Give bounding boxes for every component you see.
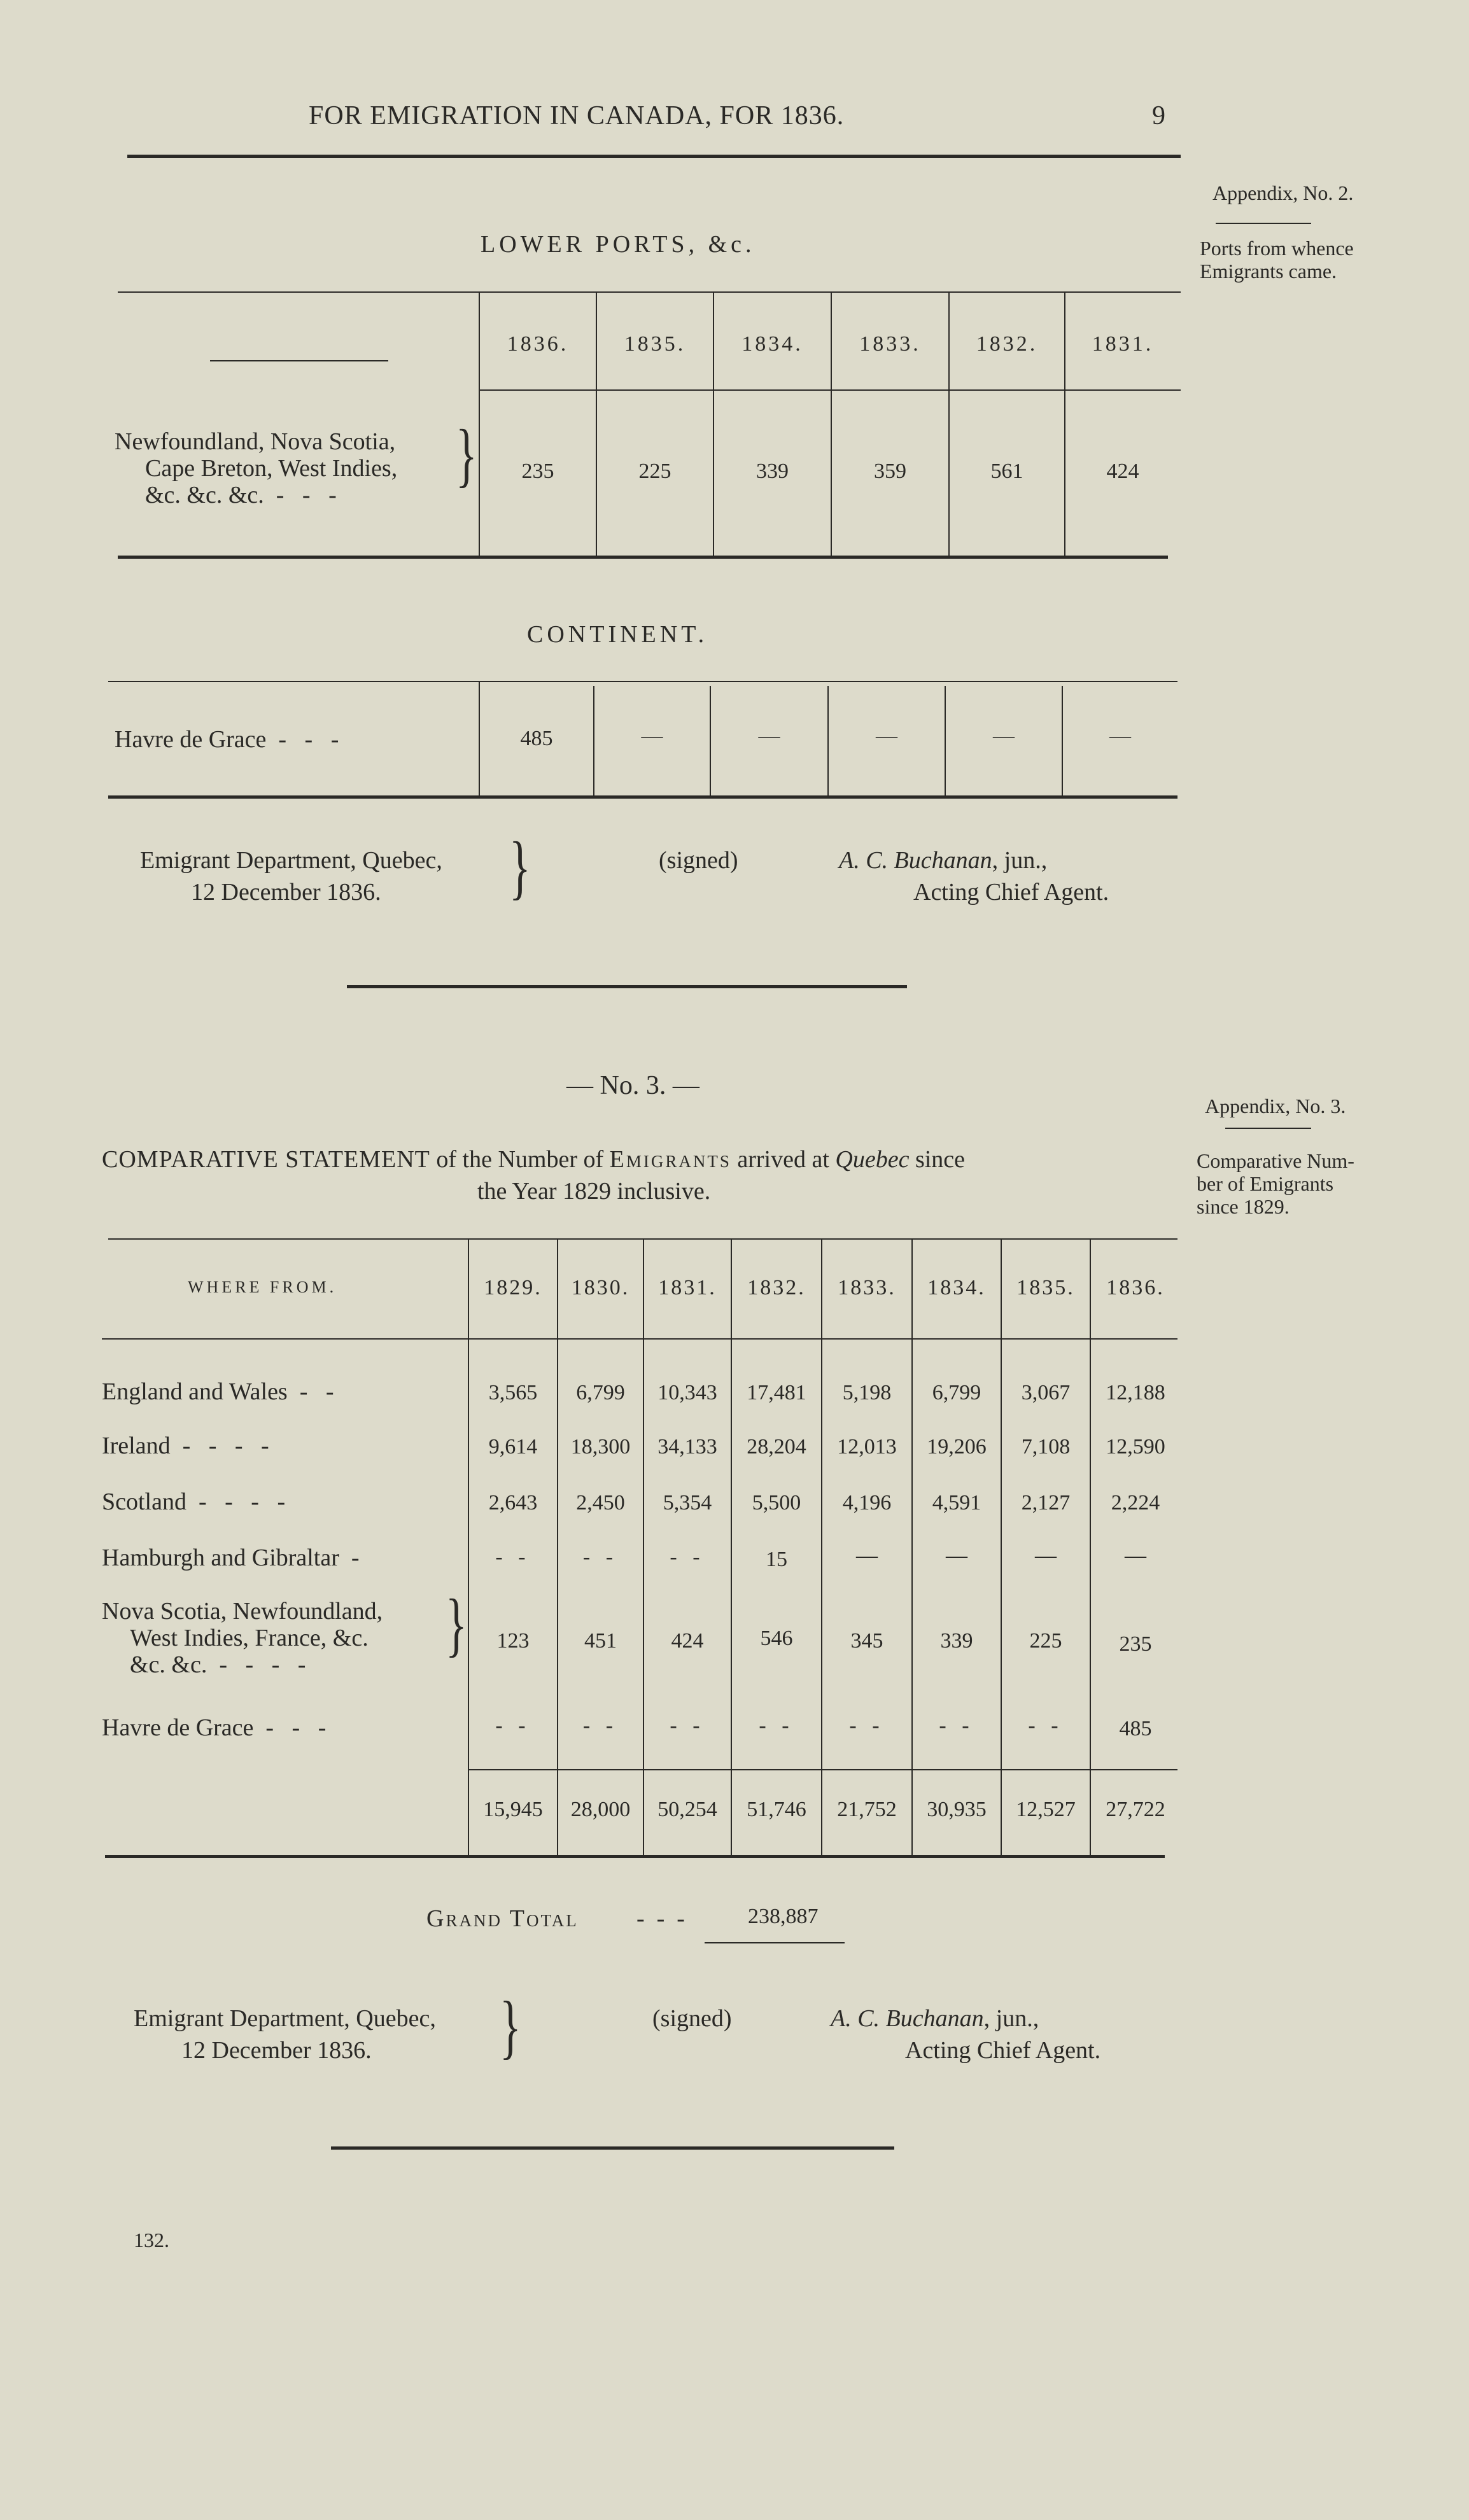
table2-value: 546	[760, 1627, 793, 1650]
table2-year-header: 1835.	[1016, 1276, 1075, 1299]
signature2-name-line	[831, 2005, 1039, 2033]
table2-value: 235	[1119, 1632, 1152, 1656]
table2-value: 6,799	[932, 1381, 981, 1404]
signature1-suffix: , jun.,	[992, 847, 1048, 874]
table2-value: 12,013	[837, 1435, 897, 1459]
table1-year-header: 1832.	[976, 332, 1038, 356]
brace-icon: }	[446, 1586, 467, 1665]
section-divider	[347, 985, 907, 988]
table2-value: - -	[670, 1545, 705, 1569]
table2-value: - -	[582, 1714, 619, 1737]
statement-prefix: COMPARATIVE STATEMENT	[102, 1146, 430, 1173]
table2-value: —	[946, 1544, 967, 1567]
table2-value: 15	[766, 1548, 787, 1571]
table2-value: 5,198	[842, 1381, 892, 1404]
brace-icon: }	[500, 1988, 521, 2067]
signature1-name-line	[839, 846, 1047, 874]
table2-value: 5,354	[663, 1491, 712, 1515]
table1-year-header: 1834.	[742, 332, 803, 356]
table1-header-rule	[479, 389, 1181, 391]
table2-value: - -	[670, 1714, 705, 1737]
continent-value: —	[758, 724, 780, 748]
grand-total-rule	[705, 1942, 845, 1943]
table2-value: - -	[849, 1714, 885, 1737]
signature1-name: A. C. Buchanan	[839, 847, 992, 874]
table2-value: —	[1035, 1544, 1057, 1567]
statement-mid3: since	[909, 1146, 966, 1173]
brace-icon: }	[509, 829, 531, 907]
table1-row-label: Newfoundland, Nova Scotia,	[115, 428, 396, 455]
table2-value: 424	[671, 1629, 704, 1653]
continent-title: CONTINENT.	[527, 621, 708, 648]
statement-quebec: Quebec	[835, 1146, 910, 1173]
table2-value: 485	[1119, 1717, 1152, 1740]
table2-row-label: Havre de Grace - - -	[102, 1714, 327, 1741]
table1-value: 424	[1106, 459, 1139, 483]
table2-value: 4,196	[842, 1491, 892, 1515]
continent-value: 485	[520, 727, 553, 750]
signature2-dept: Emigrant Department, Quebec,	[134, 2005, 436, 2032]
table1-value: 235	[521, 459, 554, 483]
table2-year-header: 1829.	[484, 1276, 542, 1299]
table2-value: 12,188	[1106, 1381, 1165, 1404]
margin-ports-note-1: Ports from whence	[1200, 237, 1354, 260]
table1-value: 561	[990, 459, 1023, 483]
table2-year-header: 1830.	[571, 1276, 630, 1299]
table2-year-header: 1834.	[927, 1276, 986, 1299]
table2-value: 7,108	[1021, 1435, 1071, 1459]
signature1-date: 12 December 1836.	[191, 879, 381, 906]
table1-value: 225	[638, 459, 671, 483]
brace-icon: }	[456, 416, 477, 495]
table2-row-label: England and Wales - -	[102, 1378, 334, 1405]
table2-value: - -	[939, 1714, 974, 1737]
lower-ports-title: LOWER PORTS, &c.	[481, 231, 756, 258]
folio-number: 132.	[134, 2229, 169, 2251]
margin-comparative-2: ber of Emigrants	[1197, 1172, 1334, 1195]
margin-ports-note-2: Emigrants came.	[1200, 260, 1337, 283]
margin-rule	[1225, 1128, 1311, 1129]
table2-value: 10,343	[657, 1381, 717, 1404]
table2-value: 2,127	[1021, 1491, 1071, 1515]
table2-value: 18,300	[570, 1435, 631, 1459]
table2-total: 12,527	[1016, 1798, 1076, 1821]
continent-top-rule	[108, 681, 1177, 682]
table1-row-label: &c. &c. &c. - - -	[145, 482, 337, 508]
table2-total: 51,746	[747, 1798, 806, 1821]
table2-value: - -	[495, 1714, 531, 1737]
table2-value: 123	[496, 1629, 530, 1653]
statement-line2: the Year 1829 inclusive.	[477, 1178, 711, 1205]
margin-appendix-3: Appendix, No. 3.	[1205, 1095, 1346, 1117]
table2-value: 5,500	[752, 1491, 801, 1515]
table2-value: - -	[582, 1545, 619, 1569]
table2-year-header: 1832.	[747, 1276, 806, 1299]
table2-value: 2,643	[488, 1491, 538, 1515]
where-from-header: WHERE FROM.	[188, 1278, 337, 1296]
table1-top-rule	[118, 291, 1181, 293]
continent-value: —	[876, 724, 897, 748]
margin-appendix-2: Appendix, No. 2.	[1212, 181, 1354, 204]
table2-total: 15,945	[483, 1798, 543, 1821]
table2-bottom-rule	[105, 1855, 1165, 1858]
totals-rule	[469, 1769, 1177, 1770]
margin-comparative-3: since 1829.	[1197, 1195, 1290, 1218]
table1-year-header: 1835.	[624, 332, 686, 356]
continent-row-label: Havre de Grace - - -	[115, 726, 339, 753]
table2-value: 339	[940, 1629, 973, 1653]
table2-value: 12,590	[1106, 1435, 1165, 1459]
table2-value: 225	[1029, 1629, 1062, 1653]
table2-value: 4,591	[932, 1491, 981, 1515]
continent-value: —	[993, 724, 1015, 748]
continent-bottom-rule	[108, 795, 1177, 799]
grand-total-label: Grand Total	[426, 1905, 579, 1932]
statement-line1	[102, 1145, 965, 1173]
table2-value: 451	[584, 1629, 617, 1653]
table2-year-header: 1831.	[658, 1276, 717, 1299]
signature2-signed: (signed)	[652, 2005, 732, 2032]
grand-total-dashes: - - -	[636, 1905, 685, 1932]
running-title: FOR EMIGRATION IN CANADA, FOR 1836.	[309, 101, 845, 130]
table2-value: 345	[850, 1629, 883, 1653]
table2-value: 19,206	[927, 1435, 987, 1459]
statement-mid1: of the Number of	[430, 1146, 610, 1173]
table2-total: 27,722	[1106, 1798, 1165, 1821]
margin-rule	[1216, 223, 1311, 224]
table2-value: —	[1125, 1544, 1146, 1567]
table2-value: 3,067	[1021, 1381, 1071, 1404]
table2-total: 28,000	[570, 1798, 631, 1821]
table1-year-header: 1831.	[1092, 332, 1154, 356]
table2-value: 2,450	[576, 1491, 625, 1515]
table2-value: 2,224	[1111, 1491, 1160, 1515]
continent-value: —	[1109, 724, 1131, 748]
table2-year-header: 1833.	[838, 1276, 896, 1299]
table2-row-label: &c. &c. - - - -	[130, 1651, 306, 1678]
table2-value: 3,565	[488, 1381, 538, 1404]
table2-value: 17,481	[747, 1381, 806, 1404]
signature1-title: Acting Chief Agent.	[913, 879, 1109, 906]
table2-value: - -	[1028, 1714, 1064, 1737]
table2-value: 28,204	[747, 1435, 806, 1459]
table2-total: 21,752	[837, 1798, 897, 1821]
signature1-dept: Emigrant Department, Quebec,	[140, 847, 442, 874]
table1-year-header: 1836.	[507, 332, 569, 356]
table2-total: 30,935	[927, 1798, 987, 1821]
closing-rule	[331, 2146, 894, 2150]
table2-value: 34,133	[657, 1435, 717, 1459]
table2-year-header: 1836.	[1106, 1276, 1165, 1299]
table1-row-label: Cape Breton, West Indies,	[145, 455, 398, 482]
table2-value: 9,614	[488, 1435, 538, 1459]
signature2-title: Acting Chief Agent.	[905, 2037, 1101, 2064]
header-rule	[127, 155, 1181, 158]
table2-row-label: Scotland - - - -	[102, 1488, 286, 1515]
table2-row-label: Hamburgh and Gibraltar -	[102, 1544, 360, 1571]
page-number: 9	[1152, 101, 1166, 130]
table2-header-rule	[102, 1338, 1177, 1340]
table1-value: 339	[756, 459, 789, 483]
table2-row-label: Ireland - - - -	[102, 1432, 269, 1459]
statement-emigrants: Emigrants	[609, 1146, 731, 1173]
table2-value: - -	[759, 1714, 794, 1737]
table1-value: 359	[874, 459, 906, 483]
section3-heading: — No. 3. —	[566, 1071, 699, 1100]
table2-total: 50,254	[657, 1798, 717, 1821]
statement-mid2: arrived at	[731, 1146, 836, 1173]
table2-row-label: Nova Scotia, Newfoundland,	[102, 1598, 383, 1625]
signature1-signed: (signed)	[659, 847, 738, 874]
table2-value: 6,799	[576, 1381, 625, 1404]
table2-value: —	[856, 1544, 878, 1567]
table2-value: - -	[495, 1545, 531, 1569]
table1-bottom-rule	[118, 556, 1168, 559]
grand-total-value: 238,887	[748, 1905, 819, 1928]
table2-row-label: West Indies, France, &c.	[130, 1625, 369, 1651]
margin-comparative-1: Comparative Num-	[1197, 1149, 1354, 1172]
table1-blank-header-rule	[210, 360, 388, 361]
continent-value: —	[641, 724, 663, 748]
signature2-name: A. C. Buchanan	[831, 2005, 984, 2032]
signature2-suffix: , jun.,	[983, 2005, 1039, 2032]
table1-year-header: 1833.	[859, 332, 921, 356]
signature2-date: 12 December 1836.	[181, 2037, 372, 2064]
